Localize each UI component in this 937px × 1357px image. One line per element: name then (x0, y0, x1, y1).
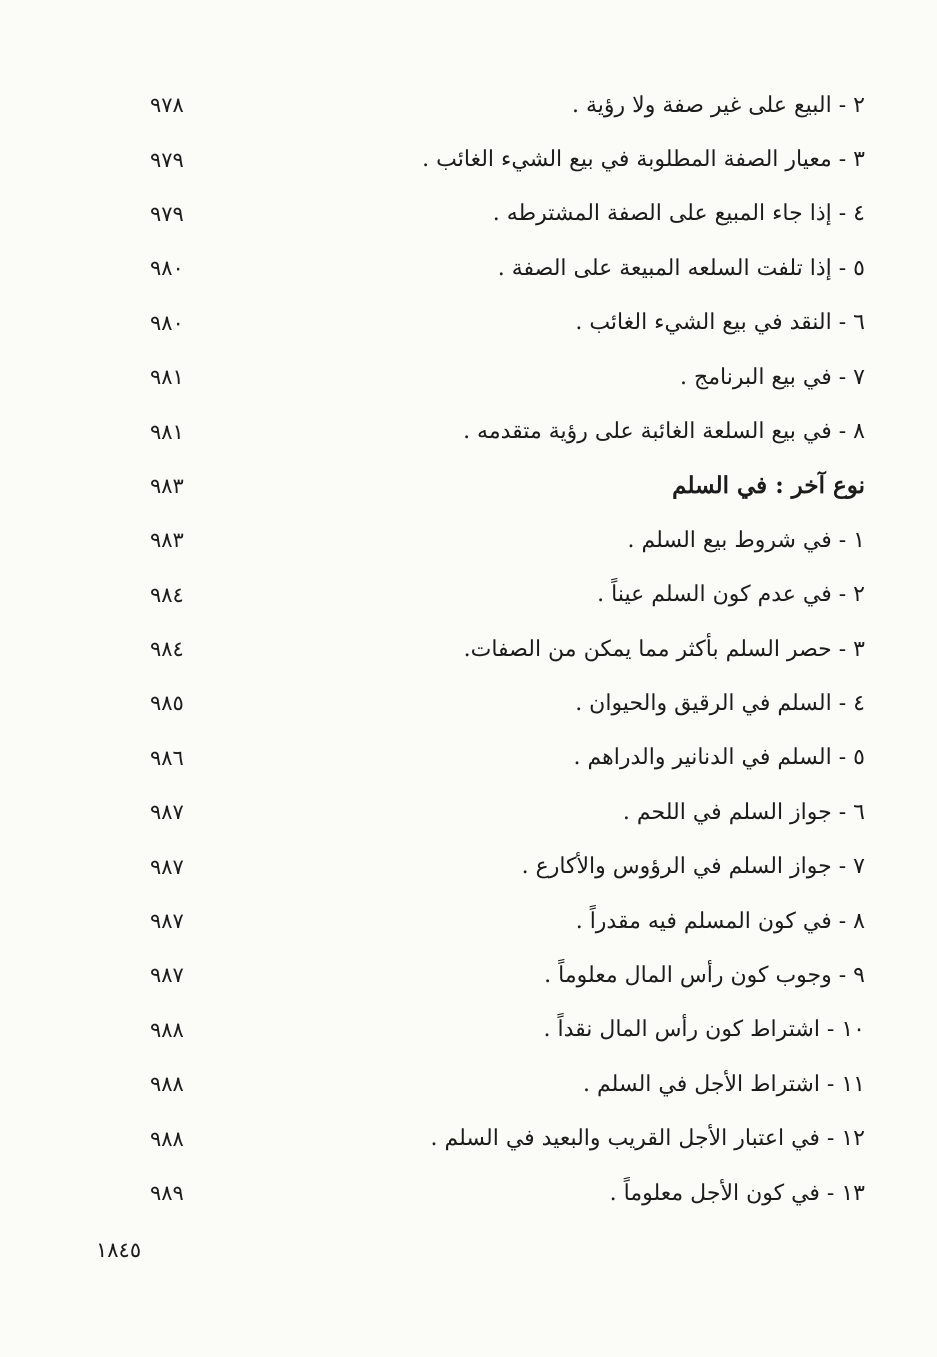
toc-entry-title: ٦ - النقد في بيع الشيء الغائب . (575, 310, 865, 336)
toc-entry (150, 513, 865, 567)
toc-entry-title: ٨ - في كون المسلم فيه مقدراً . (575, 908, 865, 934)
toc-page-number: ٩٨٨ (150, 1017, 184, 1042)
toc-entry-title: ٧ - جواز السلم في الرؤوس والأكارع . (521, 854, 865, 880)
toc-page-number: ٩٧٩ (150, 201, 184, 226)
toc-entry (150, 350, 865, 404)
toc-page-number: ٩٨٧ (150, 854, 184, 879)
toc-entry (150, 187, 865, 241)
toc-page-number: ٩٧٩ (150, 147, 184, 172)
toc-entry (150, 731, 865, 785)
toc-page-number: ٩٨٣ (150, 473, 184, 498)
toc-entry-title: ٢ - في عدم كون السلم عيناً . (597, 582, 865, 608)
toc-entry-title: ٩ - وجوب كون رأس المال معلوماً . (544, 962, 865, 988)
toc-page-number: ٩٨٨ (150, 1072, 184, 1097)
toc-entry-title: ١٣ - في كون الأجل معلوماً . (609, 1180, 865, 1206)
toc-entry-title: ١٠ - اشتراط كون رأس المال نقداً . (543, 1017, 865, 1043)
toc-entry-title: ٢ - البيع على غير صفة ولا رؤية . (572, 92, 865, 118)
toc-page-number: ٩٨٠ (150, 256, 184, 281)
toc-page-number: ٩٨٨ (150, 1126, 184, 1151)
toc-page-number: ٩٨٧ (150, 909, 184, 934)
toc-page-number: ٩٨٤ (150, 582, 184, 607)
toc-entry-title: ٤ - إذا جاء المبيع على الصفة المشترطه . (492, 201, 865, 227)
toc-entry-title: ٨ - في بيع السلعة الغائبة على رؤية متقدمه . (463, 419, 865, 445)
toc-entry (150, 132, 865, 186)
toc-page-number: ٩٨٧ (150, 963, 184, 988)
toc-entry (150, 1057, 865, 1111)
toc-section-heading (150, 459, 865, 513)
toc-entry-title: ١٢ - في اعتبار الأجل القريب والبعيد في السلم . (430, 1126, 865, 1152)
toc-entry-title: ٣ - حصر السلم بأكثر مما يمكن من الصفات. (463, 636, 865, 662)
toc-page-number: ٩٨١ (150, 419, 184, 444)
toc-entry-title: ٤ - السلم في الرقيق والحيوان . (575, 690, 865, 716)
toc-entry (150, 404, 865, 458)
toc-page-number: ٩٨٧ (150, 800, 184, 825)
toc-entry-title: ١ - في شروط بيع السلم . (627, 527, 865, 553)
toc-entry (150, 1003, 865, 1057)
toc-page-number: ٩٨٩ (150, 1181, 184, 1205)
toc-entry (150, 568, 865, 622)
toc-entry (150, 894, 865, 948)
toc-entry (150, 1166, 865, 1220)
toc-entry (150, 676, 865, 730)
page-number: ١٨٤٥ (96, 1238, 142, 1262)
toc-entry (150, 622, 865, 676)
table-of-contents (150, 78, 865, 1220)
toc-page-number: ٩٨٣ (150, 528, 184, 553)
toc-page-number: ٩٧٨ (150, 93, 184, 118)
toc-entry (150, 839, 865, 893)
toc-entry-title: ٣ - معيار الصفة المطلوبة في بيع الشيء الغائب . (422, 147, 865, 173)
toc-entry (150, 1111, 865, 1165)
toc-entry-title: نوع آخر : في السلم (672, 472, 865, 500)
toc-page-number: ٩٨٤ (150, 637, 184, 662)
toc-entry (150, 948, 865, 1002)
toc-entry-title: ٥ - إذا تلفت السلعه المبيعة على الصفة . (497, 255, 865, 281)
toc-page-number: ٩٨٦ (150, 745, 184, 770)
toc-entry (150, 296, 865, 350)
toc-page-number: ٩٨٥ (150, 691, 184, 716)
toc-entry (150, 241, 865, 295)
toc-entry-title: ٧ - في بيع البرنامج . (680, 364, 865, 390)
toc-page-number: ٩٨٠ (150, 310, 184, 335)
toc-entry-title: ٦ - جواز السلم في اللحم . (622, 799, 865, 825)
toc-entry-title: ٥ - السلم في الدنانير والدراهم . (573, 745, 865, 771)
toc-entry (150, 78, 865, 132)
toc-entry-title: ١١ - اشتراط الأجل في السلم . (583, 1071, 865, 1097)
toc-entry (150, 785, 865, 839)
toc-page-number: ٩٨١ (150, 365, 184, 390)
